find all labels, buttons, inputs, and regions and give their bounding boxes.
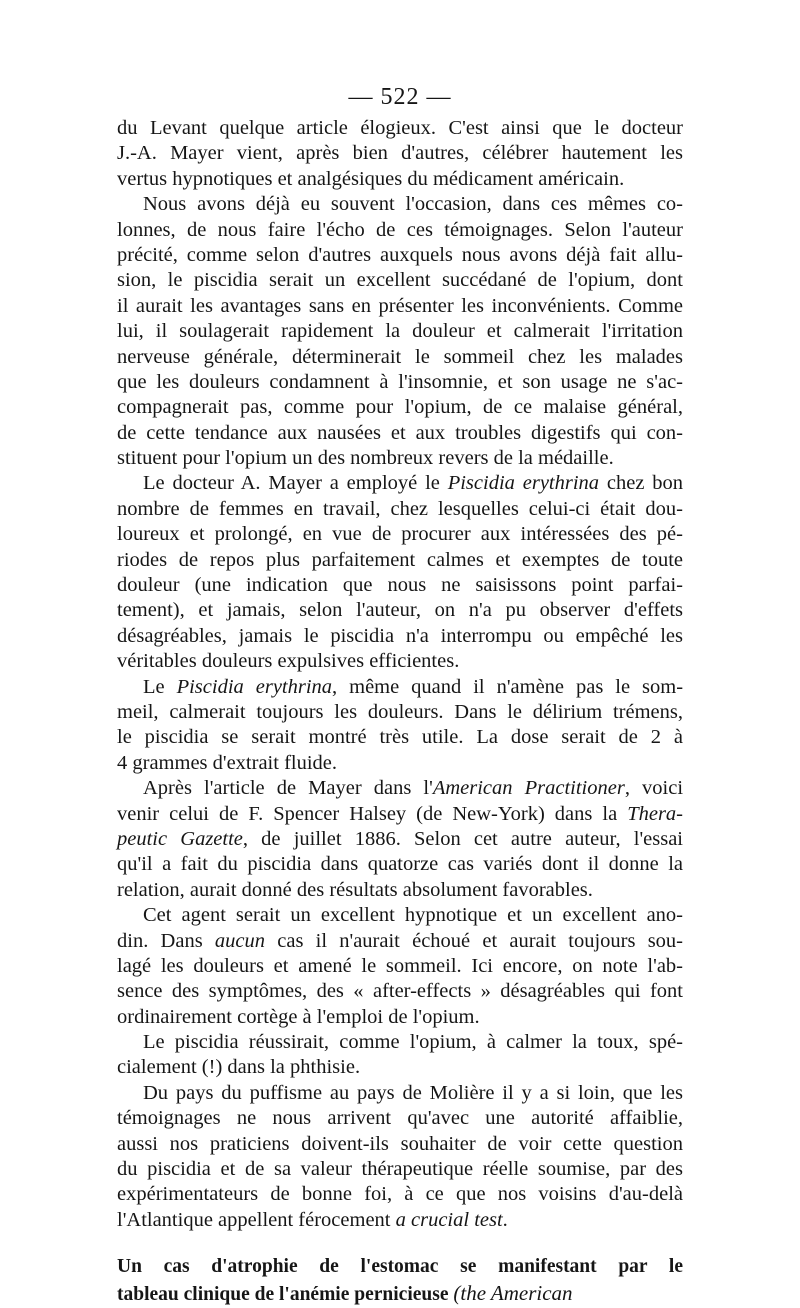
text-line: tement), et jamais, selon l'auteur, on n'a pu observer d'effets (117, 599, 683, 622)
page-number: — 522 — (348, 84, 452, 110)
paragraph (117, 903, 683, 1030)
paragraph (117, 776, 683, 903)
text-line: précité, comme selon d'autres auxquels nous avons déjà fait allu- (117, 243, 683, 266)
paragraph (117, 192, 683, 471)
text-line: nerveuse générale, déterminerait le sommeil chez les malades (117, 345, 683, 368)
text-line: J.-A. Mayer vient, après bien d'autres, célébrer hautement les (117, 142, 683, 165)
paragraph (117, 1030, 683, 1081)
text-line: le piscidia se serait montré très utile. La dose serait de 2 à (117, 726, 683, 749)
text-line: Après l'article de Mayer dans l'American Practitioner, voici (143, 777, 684, 800)
text-line: expérimentateurs de bonne foi, à ce que nos voisins d'au-delà (117, 1183, 683, 1206)
text-line: lui, il soulagerait rapidement la douleur et calmerait l'irritation (117, 320, 683, 343)
heading-line-2 (117, 1280, 683, 1307)
text-line: nombre de femmes en travail, chez lesquelles celui-ci était dou- (117, 497, 683, 520)
text-line: din. Dans aucun cas il n'aurait échoué et aurait toujours sou- (117, 929, 683, 952)
text-line: témoignages ne nous arrivent qu'avec une autorité affaiblie, (117, 1107, 683, 1130)
text-line: Le docteur A. Mayer a employé le Piscidia erythrina chez bon (143, 472, 684, 495)
text-line: aussi nos praticiens doivent-ils souhaiter de voir cette question (117, 1132, 683, 1155)
text-line: sion, le piscidia serait un excellent succédané de l'opium, dont (117, 269, 683, 292)
text-line: meil, calmerait toujours les douleurs. Dans le délirium trémens, (117, 700, 683, 723)
text-line: du Levant quelque article élogieux. C'est ainsi que le docteur (117, 117, 683, 139)
text-line: Du pays du puffisme au pays de Molière il y a si loin, que les (143, 1081, 683, 1104)
text-line: 4 grammes d'extrait fluide. (117, 751, 338, 774)
text-line: ordinairement cortège à l'emploi de l'opium. (117, 1005, 480, 1028)
text-line: Nous avons déjà eu souvent l'occasion, dans ces mêmes co- (143, 193, 683, 216)
text-line: il aurait les avantages sans en présenter les inconvénients. Comme (117, 294, 683, 317)
body-text (117, 116, 683, 1233)
text-line: Le Piscidia erythrina, même quand il n'amène pas le som- (143, 675, 684, 698)
text-line: relation, aurait donné des résultats absolument favorables. (117, 878, 593, 901)
text-line: stituent pour l'opium un des nombreux revers de la médaille. (117, 447, 614, 470)
text-line: désagréables, jamais le piscidia n'a interrompu ou empêché les (117, 624, 683, 647)
text-line: compagnerait pas, comme pour l'opium, de ce malaise général, (117, 396, 683, 419)
text-line: loureux et prolongé, en vue de procurer aux intéressées des pé- (117, 523, 683, 546)
paragraph (117, 471, 683, 674)
text-line: qu'il a fait du piscidia dans quatorze cas variés dont il donne la (117, 853, 683, 876)
heading-line-2-bold: tableau clinique de l'anémie pernicieuse (117, 1284, 449, 1306)
paragraph (117, 1081, 683, 1233)
text-line: cialement (!) dans la phthisie. (117, 1056, 361, 1079)
text-line: venir celui de F. Spencer Halsey (de New-York) dans la Thera- (117, 802, 683, 825)
text-line: sence des symptômes, des « after-effects » désagréables qui font (117, 980, 683, 1003)
text-line: véritables douleurs expulsives efficientes. (117, 650, 460, 673)
heading-line-1: Un cas d'atrophie de l'estomac se manifestant par le (117, 1256, 683, 1278)
text-line: riodes de repos plus parfaitement calmes et exemptes de toute (117, 548, 683, 571)
section-heading (117, 1253, 683, 1307)
text-line: Le piscidia réussirait, comme l'opium, à calmer la toux, spé- (143, 1031, 683, 1054)
paragraph (117, 116, 683, 192)
text-line: que les douleurs condamnent à l'insomnie, et son usage ne s'ac- (117, 370, 683, 393)
text-line: du piscidia et de sa valeur thérapeutique réelle soumise, par des (117, 1158, 683, 1181)
text-line: vertus hypnotiques et analgésiques du médicament américain. (117, 167, 625, 190)
text-line: Cet agent serait un excellent hypnotique et un excellent ano- (143, 904, 683, 927)
text-line: de cette tendance aux nausées et aux troubles digestifs qui con- (117, 421, 683, 444)
text-line: douleur (une indication que nous ne saisissons point parfai- (117, 574, 683, 597)
text-line: lagé les douleurs et amené le sommeil. Ici encore, on note l'ab- (117, 954, 683, 977)
text-column (117, 116, 683, 1307)
heading-line-2-italic: (the American (453, 1281, 573, 1306)
paragraph (117, 675, 683, 777)
text-line: l'Atlantique appellent férocement a crucial test. (117, 1208, 508, 1231)
text-line: peutic Gazette, de juillet 1886. Selon cet autre auteur, l'essai (117, 827, 683, 850)
text-line: lonnes, de nous faire l'écho de ces témoignages. Selon l'auteur (117, 218, 683, 241)
